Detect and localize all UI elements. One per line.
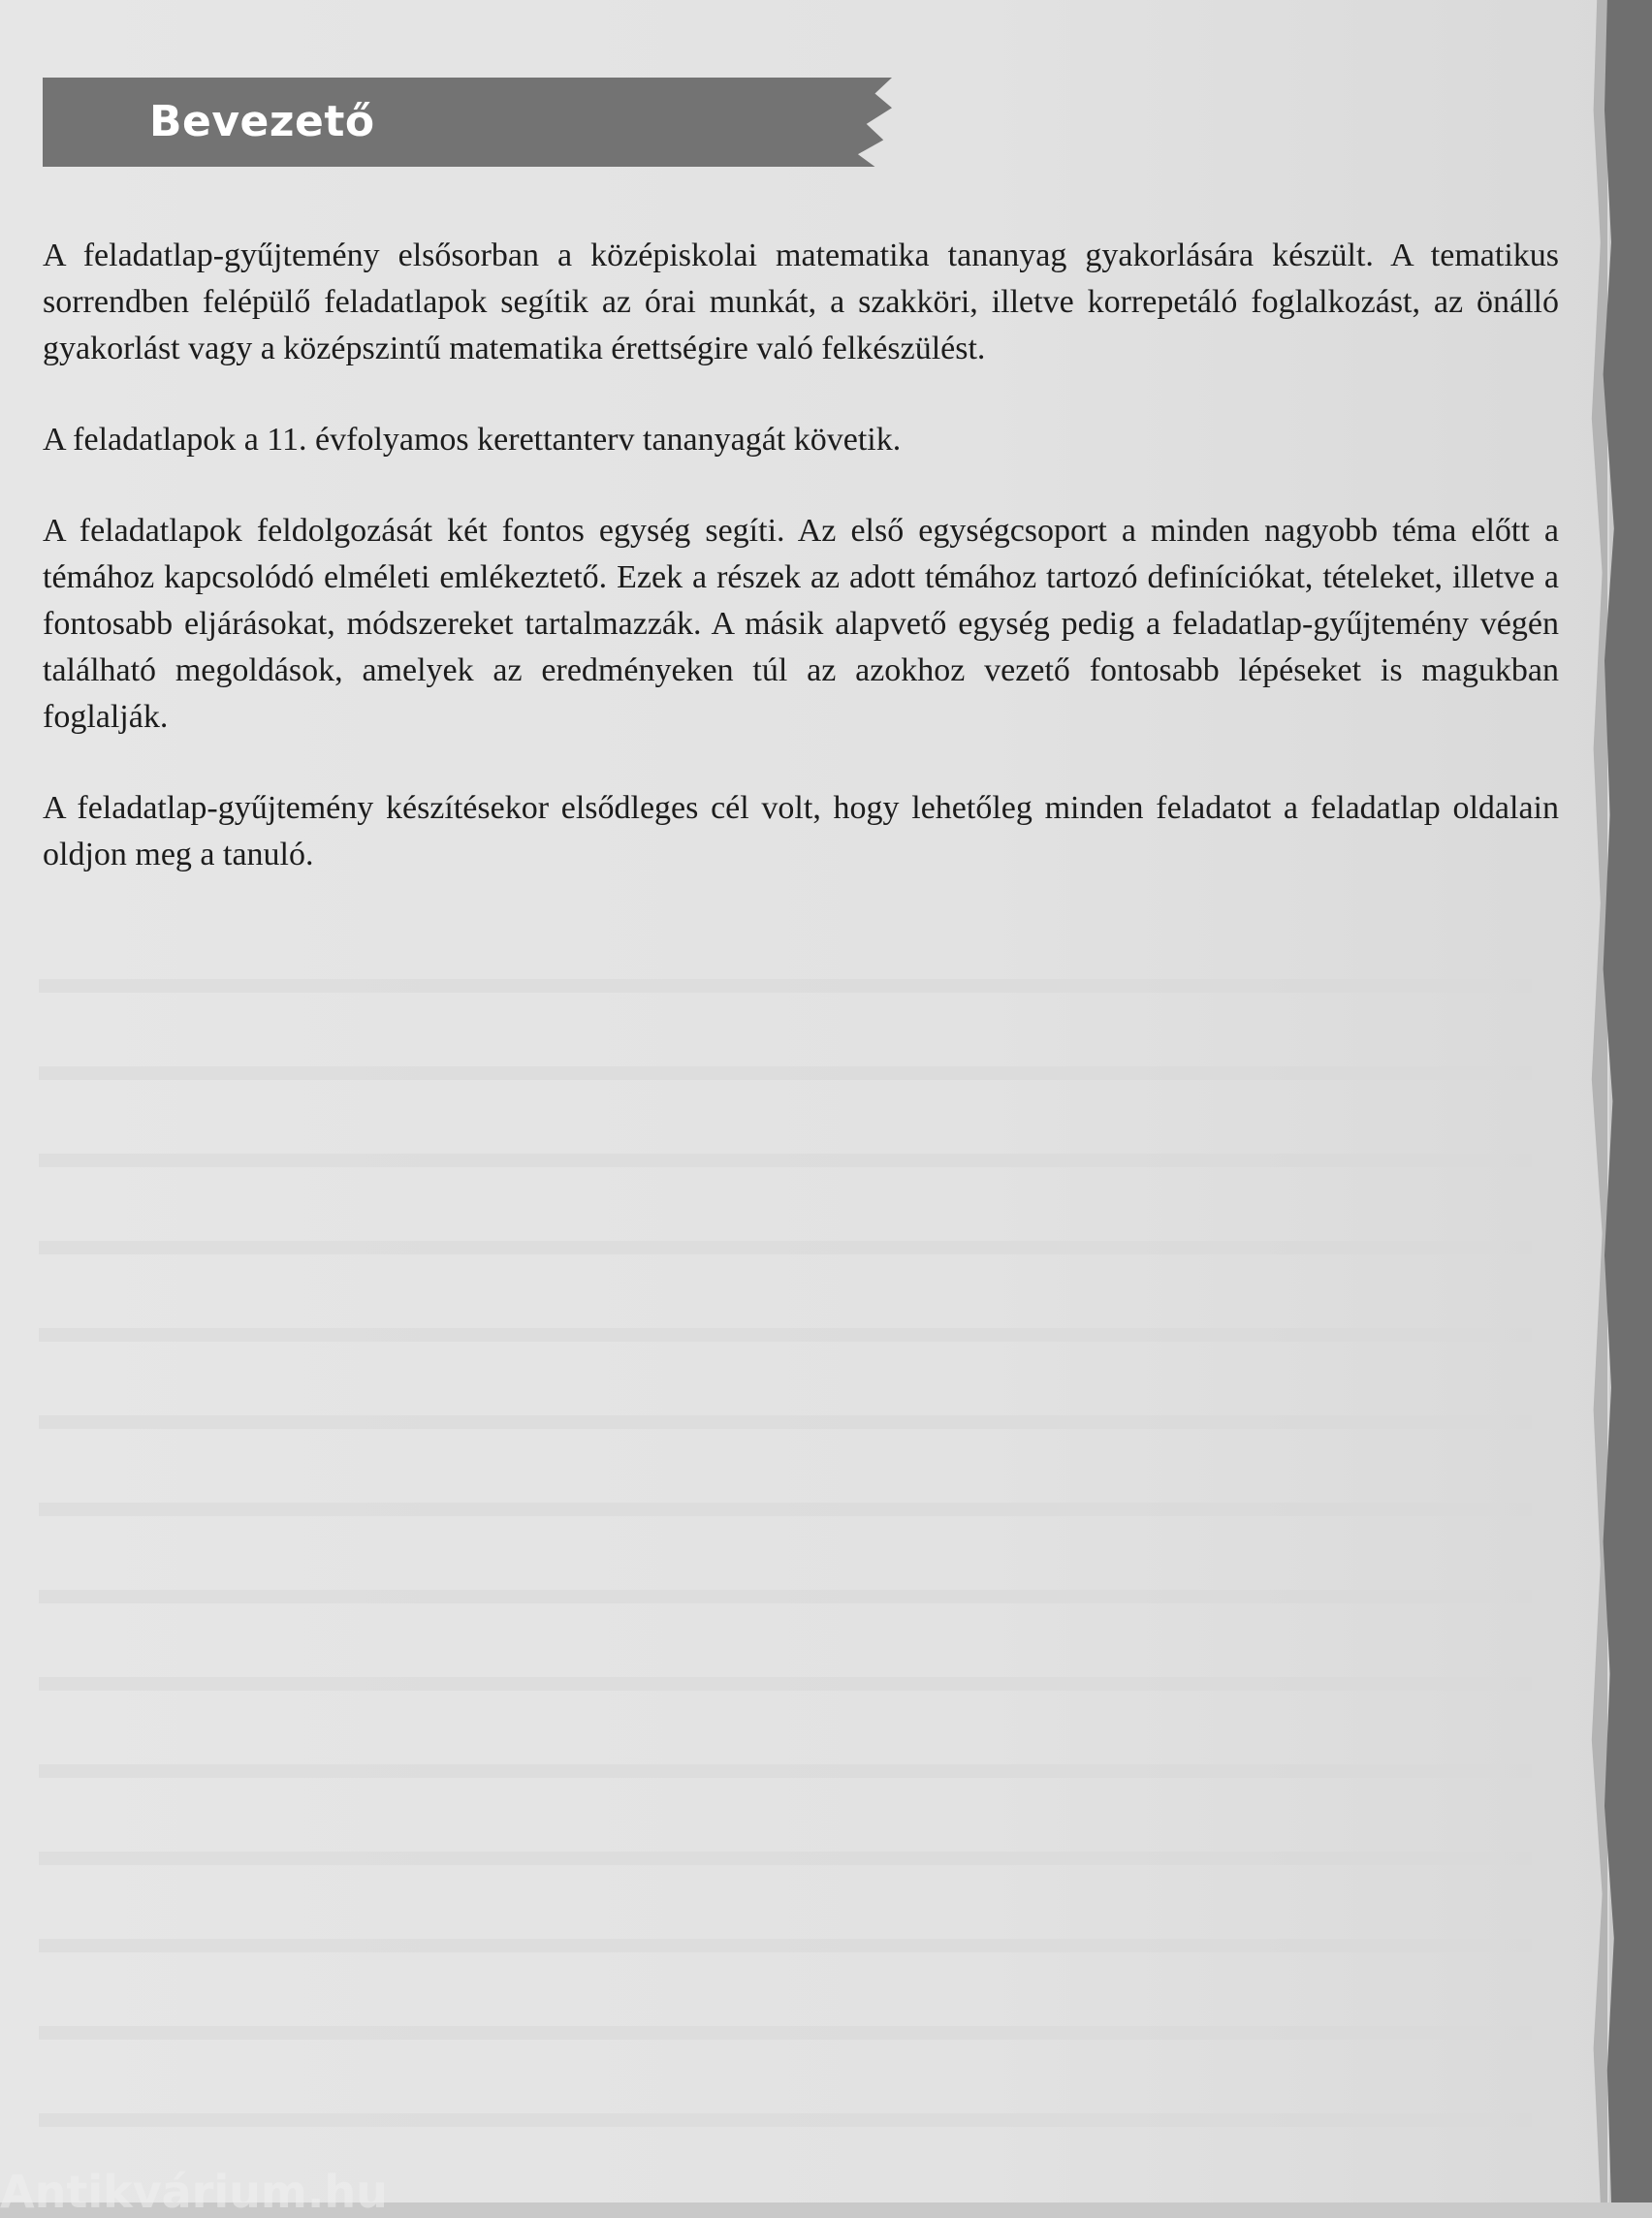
bleed-through-line: [39, 1241, 1532, 1254]
bleed-through-line: [39, 979, 1532, 993]
watermark-text: Antikvárium.hu: [0, 2166, 388, 2218]
bleed-through-line: [39, 2113, 1532, 2127]
paragraph-curriculum: A feladatlapok a 11. évfolyamos kerettanterv tananyagát követik.: [43, 422, 902, 458]
paragraph-intro: A feladatlap-gyűjtemény elsősorban a középiskolai matematika tananyag gyakorlására készült. A tematikus sorrendben felépülő feladatlapok segítik az órai munkát, a szakköri, illetve korrepetáló foglalkozást, az önálló gyakorlást vagy a középszintű matematika érettségire való felkészülést.: [43, 238, 1559, 366]
bleed-through-line: [39, 2026, 1532, 2040]
bleed-through-line: [39, 1590, 1532, 1603]
bleed-through-line: [39, 1154, 1532, 1167]
section-title: Bevezető: [149, 97, 375, 146]
bleed-through-line: [39, 1503, 1532, 1516]
body-text: [43, 233, 1559, 923]
paragraph-goal: A feladatlap-gyűjtemény készítésekor elsődleges cél volt, hogy lehetőleg minden feladatot a feladatlap oldalain oldjon meg a tanuló.: [43, 790, 1559, 872]
bleed-through-line: [39, 1939, 1532, 1952]
bleed-through-line: [39, 1415, 1532, 1429]
bleed-through-line: [39, 1764, 1532, 1778]
bleed-through-line: [39, 1852, 1532, 1865]
bleed-through-line: [39, 1677, 1532, 1691]
paragraph-structure: A feladatlapok feldolgozását két fontos egység segíti. Az első egységcsoport a minden nagyobb téma előtt a témához kapcsolódó elméleti emlékeztető. Ezek a részek az adott témához tartozó definíciókat, tételeket, illetve a fontosabb eljárásokat, módszereket tartalmazzák. A másik alapvető egység pedig a feladatlap-gyűjtemény végén található megoldások, amelyek az eredményeken túl az azokhoz vezető fontosabb lépéseket is magukban foglalják.: [43, 513, 1559, 735]
bleed-through-line: [39, 1328, 1532, 1342]
bleed-through-line: [39, 1066, 1532, 1080]
